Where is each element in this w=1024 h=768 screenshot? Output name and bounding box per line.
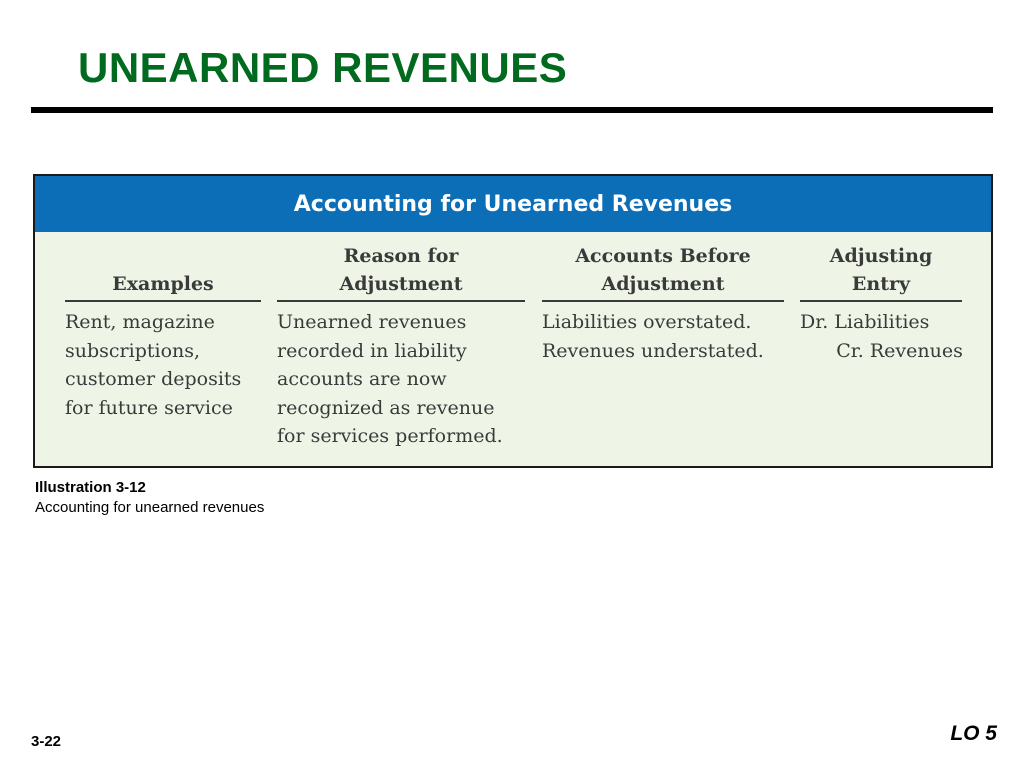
illustration-table xyxy=(33,174,993,468)
column-accounts-before xyxy=(542,232,784,365)
column-heading-examples xyxy=(65,232,261,302)
learning-objective-tag: LO 5 xyxy=(950,722,997,745)
column-heading-text: Adjusting Entry xyxy=(829,245,933,295)
column-heading-text: Accounts Before Adjustment xyxy=(575,245,751,295)
title-divider xyxy=(31,107,993,113)
illustration-number: Illustration 3-12 xyxy=(35,479,146,496)
page-number: 3-22 xyxy=(31,733,62,750)
column-reason xyxy=(277,232,525,451)
column-body-reason: Unearned revenues recorded in liability accounts are now recognized as revenue for services performed. xyxy=(277,311,503,447)
column-heading-reason xyxy=(277,232,525,302)
column-heading-accounts-before xyxy=(542,232,784,302)
column-heading-text: Examples xyxy=(112,273,214,295)
column-body-accounts-before: Liabilities overstated. Revenues understated. xyxy=(542,311,764,362)
column-adjusting-entry xyxy=(800,232,962,365)
table-header: Accounting for Unearned Revenues xyxy=(35,176,991,232)
column-examples xyxy=(65,232,261,422)
column-heading-adjusting-entry xyxy=(800,232,962,302)
column-body-adjusting-entry: Dr. Liabilities Cr. Revenues xyxy=(800,311,963,362)
column-heading-text: Reason for Adjustment xyxy=(339,245,463,295)
illustration-caption: Accounting for unearned revenues xyxy=(35,499,265,516)
slide-title: UNEARNED REVENUES xyxy=(78,44,568,91)
column-body-examples: Rent, magazine subscriptions, customer deposits for future service xyxy=(65,311,242,419)
